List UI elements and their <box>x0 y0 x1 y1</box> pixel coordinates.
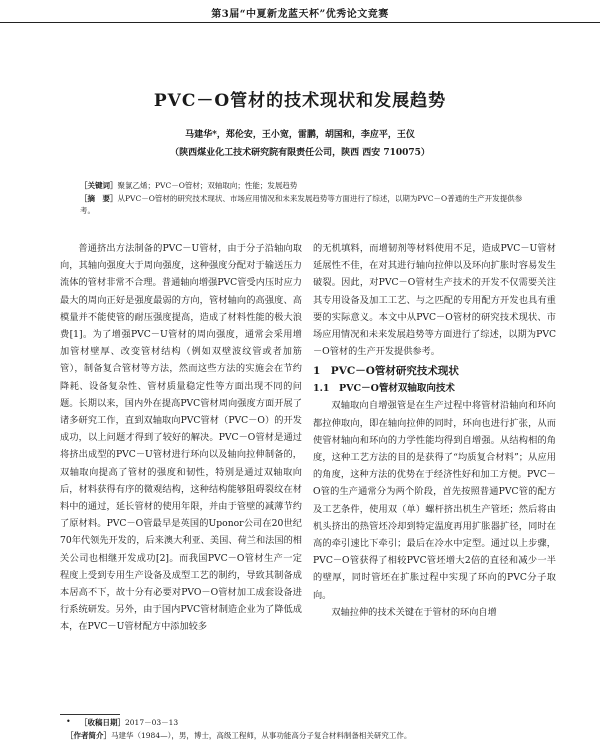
affiliation: （陕西煤业化工技术研究院有限责任公司，陕西 西安 710075） <box>170 148 430 158</box>
journal-header: 第3届“中夏新龙蓝天杯”优秀论文竞赛 <box>211 9 389 20</box>
right-body-paragraph-2: 双轴取向自增强管是在生产过程中将管材沿轴向和环向都拉伸取向，即在轴向拉伸的同时，环向也进行扩张，从而使管材轴向和环向的力学性能均得到自增强。从结构相的角度，这种工艺方法的目的是获得了“均质复合材料”；从应用的角度，这种方法的优势在于经济性好和加工方便。PVC－O管的生产通常分为两个阶段，首先按照普通PVC管的配方及工艺条件，使用双（单）螺杆挤出机生产管坯；然后将由机头挤出的热管坯冷却到特定温度再用扩胀器扩径，同时在高的牵引速比下牵引；最后在冷水中定型。通过以上步骤，PVC－O管获得了相较PVC管坯增大2倍的直径和减少一半的壁厚，同时管坯在扩胀过程中实现了环向的PVC分子取向。 <box>313 400 556 601</box>
keywords: 聚氯乙烯；PVC－O管材；双轴取向；性能；发展趋势 <box>117 181 298 190</box>
subsection-heading-1-1: 1.1 PVC－O管材双轴取向技术 <box>313 383 455 395</box>
author-bio-note <box>66 730 546 742</box>
received-date: 2017－03－13 <box>125 718 179 727</box>
keywords-label: ［关键词］ <box>80 181 118 190</box>
paper-title: PVC－O管材的技术现状和发展趋势 <box>153 91 447 111</box>
section-heading-1: 1 PVC－O管材研究技术现状 <box>313 365 459 378</box>
left-column <box>60 240 302 636</box>
left-body-paragraph: 普通挤出方法制备的PVC－U管材，由于分子沿轴向取向，其轴向强度大于周向强度，这种强度分配对于输送压力流体的管材非常不合理。普通轴向增强PVC管受内压时应力最大的周向正好是强度最弱的方向，管材轴向的高强度、高模量并不能使管的耐压强度提高，造成了材料性能的极大浪费[1]。为了增强PVC－U管材的周向强度，通常会采用增加管材壁厚、改变管材结构（例如双壁波纹管或者加筋管），制备复合管材等方法，然而这些方法的实施会在节约降耗、设备复杂性、管材质量稳定性等方面出现不同的问题。长期以来，国内外在提高PVC管材周向强度方面开展了诸多研究工作，直到双轴取向PVC管材（PVC－O）的开发成功，以上问题才得到了较好的解决。PVC－O管材是通过将挤出成型的PVC－U管材进行环向以及轴向拉伸制备的，双轴取向提高了管材的强度和韧性，特别是通过双轴取向后，材料获得有序的微观结构，这种结构能够阻碍裂纹在材料中的通过，延长管材的使用年限，并由于管壁的减薄节约了原材料。PVC－O管最早是英国的Uponor公司在20世纪70年代领先开发的，后来澳大利亚、美国、荷兰和法国的相关公司也相继开发成功[2]。而我国PVC－O管材生产一定程度上受到专用生产设备及成型工艺的制约，导致其制备成本居高不下，故十分有必要对PVO－O管材加工成套设备进行系统研发。另外，由于国内PVC管材制造企业为了降低成本，在PVC－U管材配方中添加较多 <box>60 243 302 633</box>
abstract-text: 从PVC－O管材的研究技术现状、市场应用情况和未来发展趋势等方面进行了综述，以期为PVC－O普通的生产开发提供参考。 <box>80 194 523 215</box>
author-list: 马建华*，郑伦安，王小宽，雷鹏，胡国和，李应平，王仪 <box>185 130 415 140</box>
abstract-label: ［摘 要］ <box>80 194 118 203</box>
keywords-line <box>80 180 530 192</box>
received-date-note <box>80 717 560 729</box>
right-body-paragraph-1: 的无机填料，而增韧剂等材料使用不足，造成PVC－U管材延展性不佳，在对其进行轴向拉伸以及环向扩胀时容易发生破裂。因此，对PVC－O管材生产技术的开发不仅需要关注其专用设备及加工工艺、与之匹配的专用配方开发也具有重要的实际意义。本文中从PVC－O管材的研究技术现状、市场应用情况和未来发展趋势等方面进行了综述，以期为PVC－O管材的生产开发提供参考。 <box>313 243 556 358</box>
received-label: ［收稿日期］ <box>80 718 125 727</box>
footnote-bullet: • <box>66 717 71 726</box>
author-note: 马建华（1984—），男，博士，高级工程师，从事功能高分子复合材料制备相关研究工作。 <box>111 731 412 740</box>
footnote-divider <box>60 714 120 715</box>
abstract-block <box>80 193 530 217</box>
right-body-paragraph-3: 双轴拉伸的技术关键在于管材的环向自增 <box>331 606 497 618</box>
author-note-label: ［作者简介］ <box>66 731 111 740</box>
right-column <box>313 240 556 621</box>
